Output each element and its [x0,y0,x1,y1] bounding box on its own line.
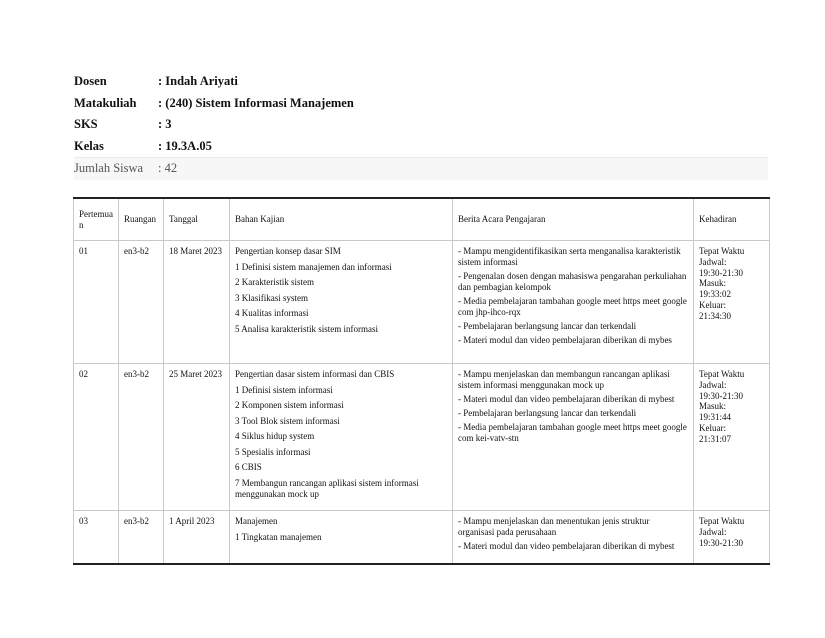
cell-pertemuan: 03 [74,511,119,565]
cell-berita-acara [453,511,694,565]
header-bahan-kajian: Bahan Kajian [230,198,453,241]
info-row-matakuliah [74,93,768,115]
cell-bahan-kajian [230,241,453,364]
cell-bahan-kajian [230,511,453,565]
table-row [74,364,770,511]
cell-kehadiran [694,511,770,565]
berita-item: - Materi modul dan video pembelajaran diberikan di mybest [458,394,675,404]
kehadiran-label: Masuk: [699,278,726,289]
bahan-item: 2 Karakteristik sistem [235,277,314,287]
berita-item: - Mampu mengidentifikasikan serta menganalisa karakteristik sistem informasi [458,246,681,267]
kehadiran-value: 19:33:02 [699,289,732,300]
info-label: Dosen [74,74,107,88]
berita-item: - Mampu menjelaskan dan menentukan jenis struktur organisasi pada perusahaan [458,516,650,537]
bahan-item: 1 Definisi sistem informasi [235,384,333,395]
bahan-item: Pengertian konsep dasar SIM [235,246,341,256]
berita-item: - Pengenalan dosen dengan mahasiswa pengarahan perkuliahan dan pembagian kelompok [458,271,687,292]
info-label: SKS [74,117,98,131]
bahan-item: 4 Kualitas informasi [235,308,309,318]
berita-item: - Pembelajaran berlangsung lancar dan terkendali [458,408,637,418]
kehadiran-label: Jadwal: [699,256,727,267]
info-row-jumlah-siswa [74,157,768,180]
bahan-item: 5 Spesialis informasi [235,446,311,457]
info-value: : 3 [158,117,172,131]
cell-kehadiran [694,364,770,511]
cell-pertemuan: 01 [74,241,119,364]
teaching-journal-table [73,197,770,565]
cell-bahan-kajian [230,364,453,511]
cell-berita-acara [453,364,694,511]
bahan-item: 3 Klasifikasi system [235,292,308,303]
cell-berita-acara [453,241,694,364]
cell-tanggal: 18 Maret 2023 [164,241,230,364]
info-value: : 19.3A.05 [158,138,212,153]
bahan-item: 1 Definisi sistem manajemen dan informasi [235,261,392,272]
table-row [74,241,770,364]
kehadiran-value: 21:31:07 [699,433,732,444]
berita-item: - Media pembelajaran tambahan google meet https meet google com jhp-ihco-rqx [458,296,687,317]
table-header-row [74,198,770,241]
header-pertemuan: Pertemuan [74,198,119,241]
cell-ruangan: en3-b2 [119,241,164,364]
kehadiran-value: 19:30-21:30 [699,390,743,401]
header-berita-acara: Berita Acara Pengajaran [453,198,694,241]
course-info [74,71,768,180]
cell-tanggal: 25 Maret 2023 [164,364,230,511]
kehadiran-value: 19:31:44 [699,412,732,423]
info-row-kelas [74,136,768,158]
kehadiran-status: Tepat Waktu [699,516,745,526]
kehadiran-value: 19:30-21:30 [699,267,743,278]
berita-item: - Materi modul dan video pembelajaran diberikan di mybest [458,541,675,551]
kehadiran-value: 19:30-21:30 [699,537,743,548]
kehadiran-status: Tepat Waktu [699,246,745,256]
info-row-dosen [74,71,768,93]
bahan-item: 6 CBIS [235,462,262,472]
info-row-sks [74,114,768,136]
kehadiran-label: Masuk: [699,401,726,412]
header-ruangan: Ruangan [119,198,164,241]
bahan-item: 4 Siklus hidup system [235,431,315,441]
info-label: Matakuliah [74,95,137,110]
bahan-item: 3 Tool Blok sistem informasi [235,415,340,426]
berita-item: - Materi modul dan video pembelajaran diberikan di mybes [458,335,672,345]
header-kehadiran: Kehadiran [694,198,770,241]
bahan-item: 1 Tingkatan manajemen [235,531,322,542]
berita-item: - Pembelajaran berlangsung lancar dan terkendali [458,321,637,331]
info-value: : (240) Sistem Informasi Manajemen [158,95,354,110]
table-row [74,511,770,565]
header-tanggal: Tanggal [164,198,230,241]
bahan-item: Pengertian dasar sistem informasi dan CBIS [235,369,395,379]
info-value: : Indah Ariyati [158,74,238,88]
kehadiran-status: Tepat Waktu [699,369,745,379]
bahan-item: 7 Membangun rancangan aplikasi sistem informasi menggunakan mock up [235,477,419,499]
cell-pertemuan: 02 [74,364,119,511]
cell-ruangan: en3-b2 [119,364,164,511]
info-label: Jumlah Siswa [74,161,144,175]
cell-kehadiran [694,241,770,364]
kehadiran-label: Keluar: [699,299,726,310]
bahan-item: 2 Komponen sistem informasi [235,400,344,410]
cell-ruangan: en3-b2 [119,511,164,565]
info-value: : 42 [158,161,178,175]
kehadiran-value: 21:34:30 [699,310,732,321]
berita-item: - Mampu menjelaskan dan membangun rancangan aplikasi sistem informasi menggunakan mock up [458,369,670,390]
info-label: Kelas [74,138,104,153]
bahan-item: 5 Analisa karakteristik sistem informasi [235,323,378,334]
kehadiran-label: Keluar: [699,422,726,433]
kehadiran-label: Jadwal: [699,526,727,537]
cell-tanggal: 1 April 2023 [164,511,230,565]
bahan-item: Manajemen [235,516,278,526]
berita-item: - Media pembelajaran tambahan google meet https meet google com kei-vatv-stn [458,422,687,443]
kehadiran-label: Jadwal: [699,379,727,390]
